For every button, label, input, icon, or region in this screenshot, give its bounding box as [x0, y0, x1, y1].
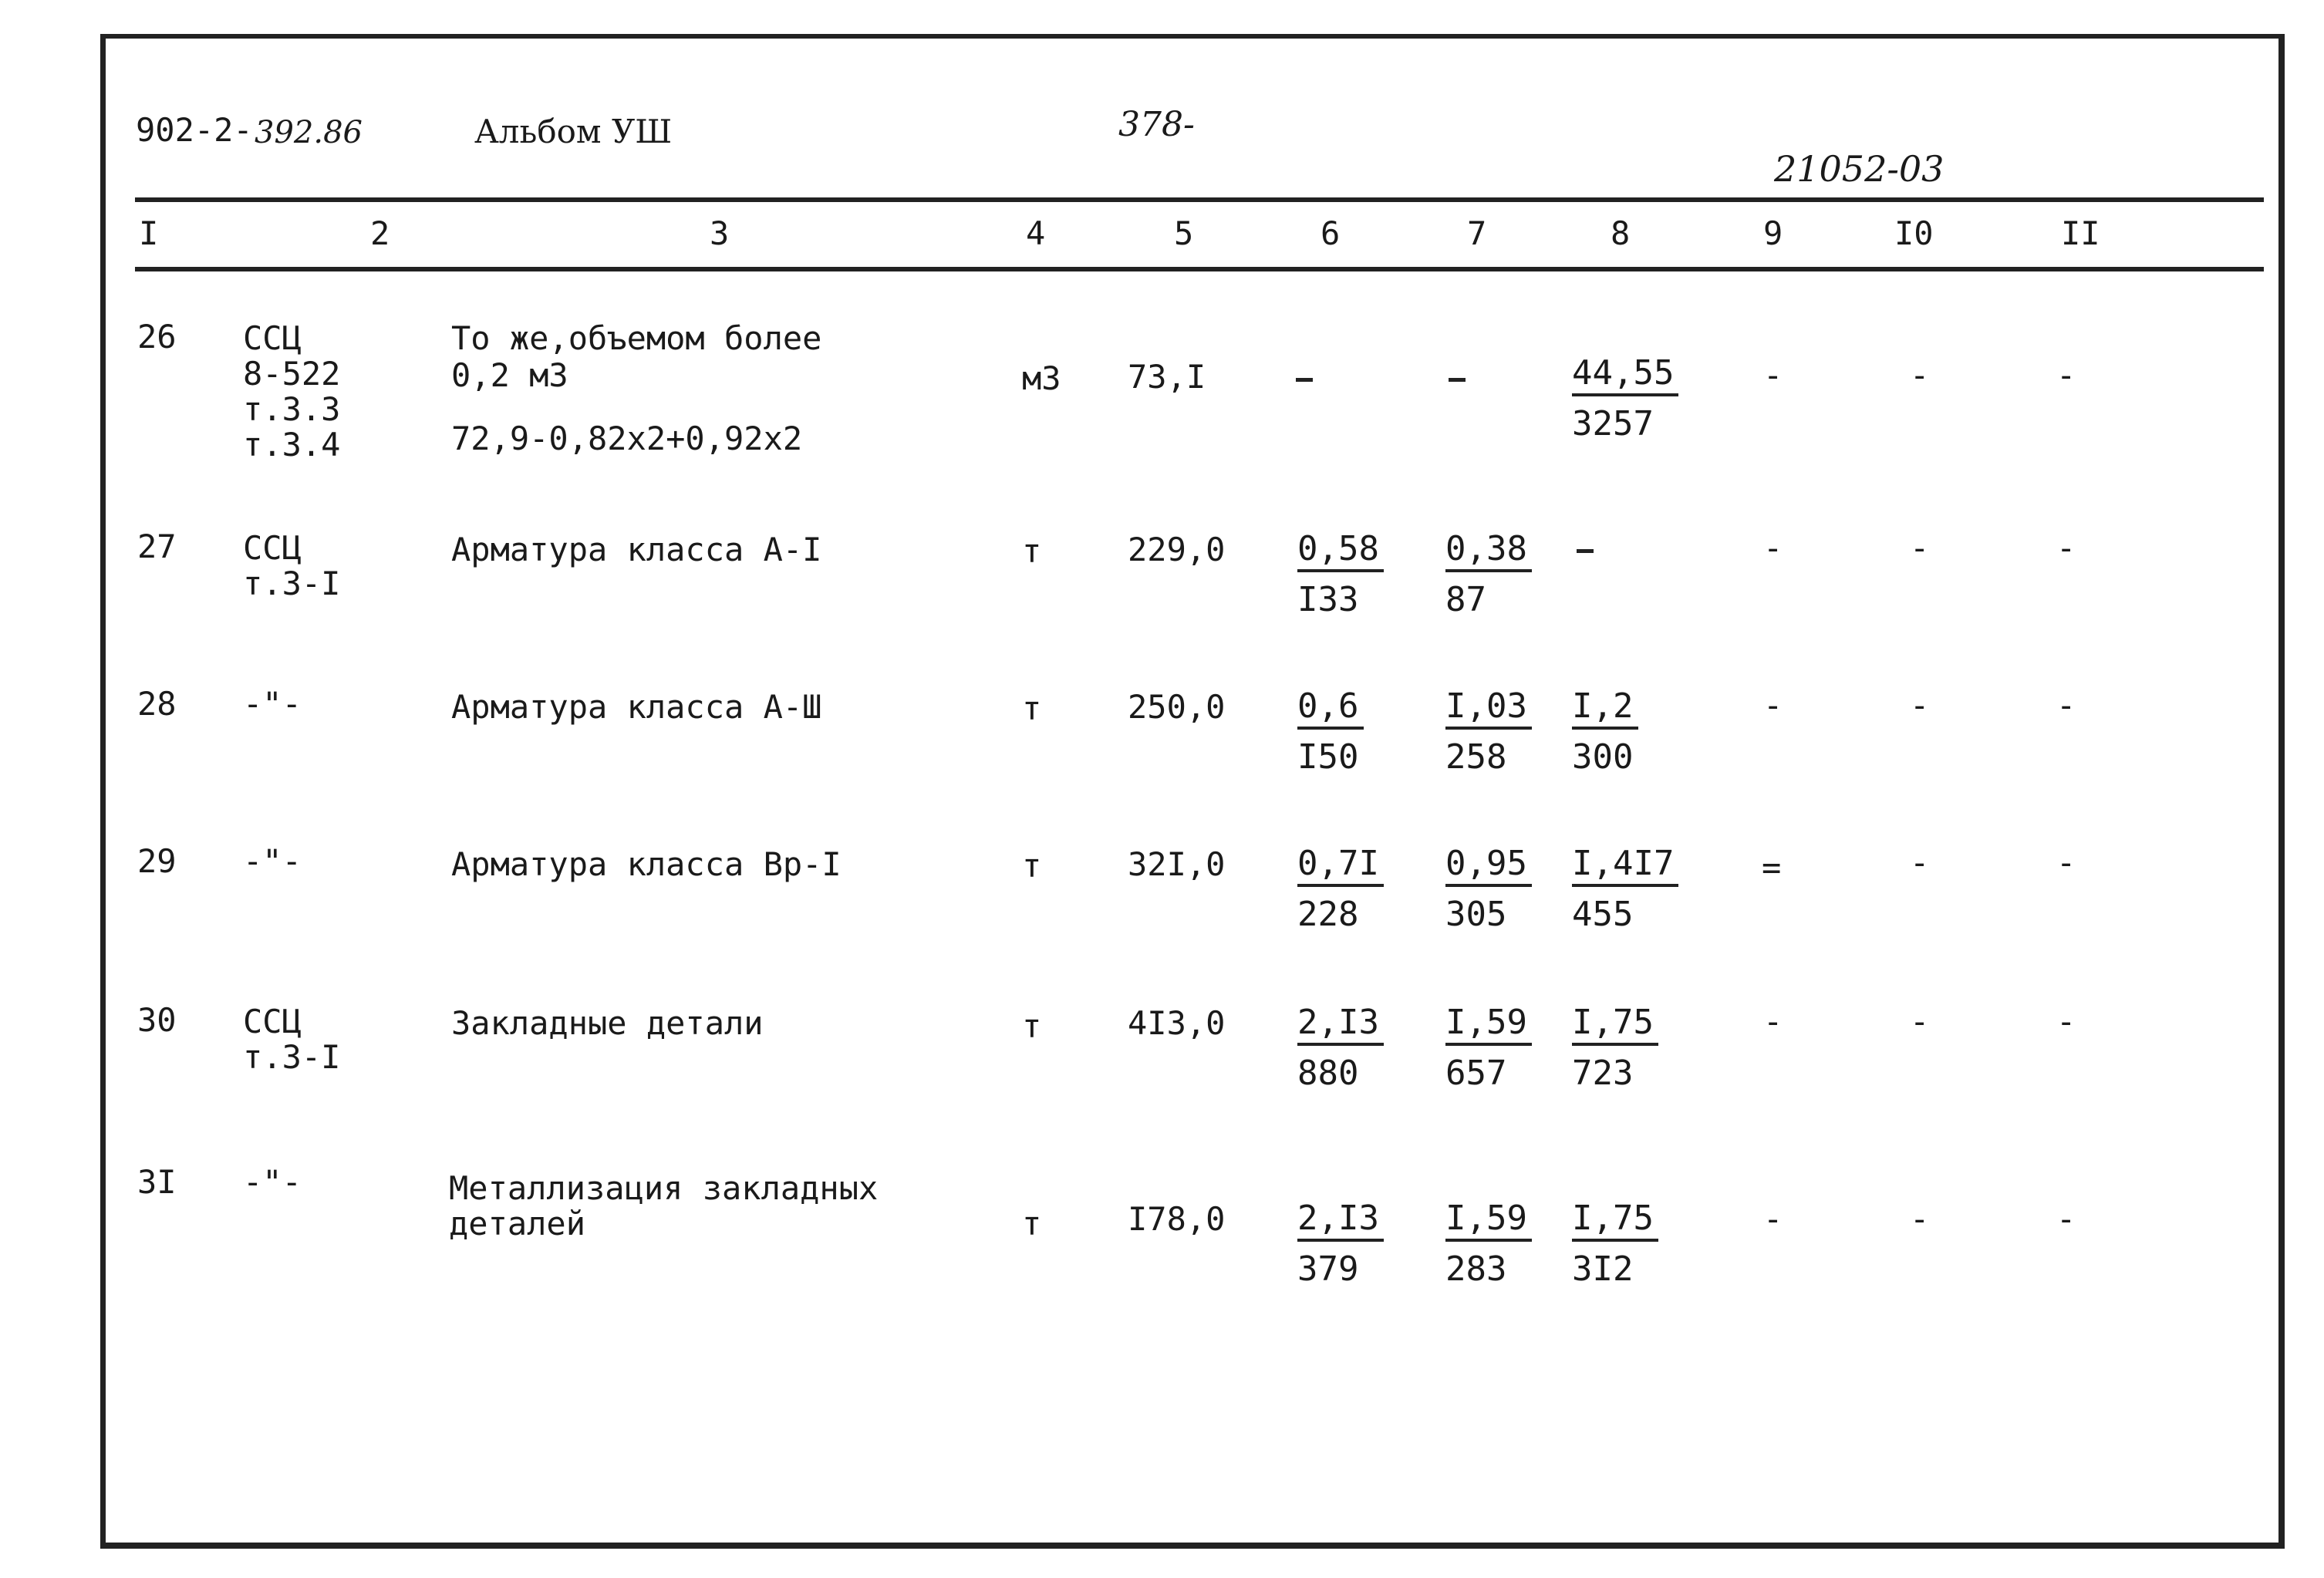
unit: м3 [1022, 359, 1061, 397]
reference-line: -"- [243, 1163, 302, 1201]
fraction-value [1572, 353, 1678, 443]
column-header: 4 [1026, 214, 1046, 252]
fraction-denominator: 455 [1572, 895, 1634, 934]
fraction-numerator: 0,7I [1297, 847, 1384, 887]
column-header: 6 [1321, 214, 1341, 252]
fraction-value [1445, 686, 1532, 777]
quantity: I78,0 [1128, 1200, 1226, 1238]
row-number: 28 [137, 685, 177, 723]
fraction-numerator: I,75 [1572, 1202, 1658, 1242]
column-header: I [139, 214, 159, 252]
fraction-numerator: I,03 [1445, 690, 1532, 730]
doc-code-handwritten: 392.86 [255, 115, 363, 150]
fraction-numerator: 0,6 [1297, 690, 1364, 730]
fraction-denominator: 228 [1297, 895, 1359, 934]
cell-dash: - [2056, 529, 2076, 567]
reference-line: -"- [243, 685, 302, 723]
unit: т [1022, 847, 1042, 885]
fraction-value [1445, 1003, 1532, 1093]
fraction-value [1297, 844, 1384, 934]
quantity: 73,I [1128, 358, 1206, 396]
cell-dash: = [1762, 848, 1782, 886]
fraction-value [1297, 686, 1364, 777]
cell-dash: - [1763, 1200, 1783, 1238]
cell-dash: - [1910, 1003, 1930, 1040]
reference-line: ССЦ [243, 319, 302, 357]
unit: т [1022, 532, 1042, 570]
empty-dash [1577, 549, 1594, 553]
fraction-denominator: 3I2 [1572, 1249, 1634, 1289]
album-label: Альбом УШ [474, 113, 673, 150]
fraction-value [1445, 1199, 1532, 1289]
reference-line: т.3-I [243, 1038, 341, 1076]
quantity: 32I,0 [1128, 845, 1226, 883]
description-line: Арматура класса А-Ш [451, 688, 822, 726]
cell-dash: - [1763, 1003, 1783, 1040]
fraction-numerator: I,2 [1572, 690, 1638, 730]
fraction-value [1572, 686, 1638, 777]
cell-dash: - [2056, 686, 2076, 724]
fraction-numerator: 2,I3 [1297, 1006, 1384, 1046]
fraction-numerator: I,59 [1445, 1202, 1532, 1242]
fraction-value [1572, 1199, 1658, 1289]
column-header: 8 [1611, 214, 1631, 252]
cell-dash: - [2056, 844, 2076, 882]
column-header: 7 [1467, 214, 1487, 252]
fraction-numerator: 0,95 [1445, 847, 1532, 887]
quantity: 229,0 [1128, 531, 1226, 568]
sheet-code: 21052-03 [1774, 148, 1945, 190]
quantity: 250,0 [1128, 688, 1226, 726]
row-number: 3I [137, 1163, 177, 1201]
fraction-denominator: 300 [1572, 737, 1634, 777]
fraction-value [1445, 844, 1532, 934]
cell-dash: - [1910, 686, 1930, 724]
empty-dash [1449, 378, 1466, 382]
column-header: 9 [1763, 214, 1783, 252]
fraction-numerator: 0,38 [1445, 532, 1532, 572]
fraction-numerator: 0,58 [1297, 532, 1384, 572]
row-number: 27 [137, 528, 177, 565]
column-header: I0 [1894, 214, 1934, 252]
reference-line: 8-522 [243, 355, 341, 393]
reference-line: т.3.3 [243, 390, 341, 428]
fraction-denominator: 379 [1297, 1249, 1359, 1289]
fraction-numerator: I,75 [1572, 1006, 1658, 1046]
description-line: Арматура класса Вр-I [451, 845, 842, 883]
fraction-denominator: 880 [1297, 1054, 1359, 1093]
doc-code-prefix: 902-2- [136, 111, 253, 149]
fraction-denominator: I33 [1297, 580, 1359, 619]
fraction-denominator: 3257 [1572, 404, 1654, 443]
unit: т [1022, 1007, 1042, 1045]
cell-dash: - [1763, 529, 1783, 567]
description-line: То же,объемом более [451, 319, 822, 357]
reference-line: т.3-I [243, 565, 341, 602]
header-rule-top [135, 197, 2264, 202]
unit: т [1022, 690, 1042, 727]
fraction-numerator: 44,55 [1572, 356, 1678, 396]
column-header: 3 [710, 214, 730, 252]
cell-dash: - [1763, 686, 1783, 724]
description-line: Металлизация закладных [449, 1169, 879, 1207]
fraction-denominator: 305 [1445, 895, 1507, 934]
fraction-value [1297, 1003, 1384, 1093]
column-header: 5 [1174, 214, 1194, 252]
fraction-numerator: 2,I3 [1297, 1202, 1384, 1242]
reference-line: ССЦ [243, 1003, 302, 1040]
quantity: 4I3,0 [1128, 1004, 1226, 1042]
fraction-value [1445, 529, 1532, 619]
row-number: 26 [137, 318, 177, 356]
description-line: Закладные детали [451, 1004, 764, 1042]
header-rule-bottom [135, 267, 2264, 271]
page-number: 378- [1118, 105, 1195, 144]
fraction-value [1297, 1199, 1384, 1289]
fraction-denominator: 258 [1445, 737, 1507, 777]
fraction-denominator: 657 [1445, 1054, 1507, 1093]
cell-dash: - [2056, 1200, 2076, 1238]
fraction-denominator: I50 [1297, 737, 1359, 777]
column-header: 2 [370, 214, 390, 252]
empty-dash [1296, 378, 1313, 382]
reference-line: т.3.4 [243, 426, 341, 464]
page-frame [100, 34, 2285, 1549]
cell-dash: - [1910, 529, 1930, 567]
cell-dash: - [1763, 356, 1783, 394]
fraction-numerator: I,59 [1445, 1006, 1532, 1046]
description-line: 72,9-0,82х2+0,92х2 [451, 420, 803, 457]
cell-dash: - [1910, 356, 1930, 394]
description-line: Арматура класса А-I [451, 531, 822, 568]
unit: т [1022, 1205, 1042, 1243]
fraction-denominator: 87 [1445, 580, 1486, 619]
row-number: 30 [137, 1001, 177, 1039]
cell-dash: - [1910, 1200, 1930, 1238]
column-header: II [2061, 214, 2100, 252]
fraction-numerator: I,4I7 [1572, 847, 1678, 887]
row-number: 29 [137, 842, 177, 880]
reference-line: ССЦ [243, 529, 302, 567]
fraction-value [1297, 529, 1384, 619]
fraction-value [1572, 1003, 1658, 1093]
fraction-denominator: 723 [1572, 1054, 1634, 1093]
reference-line: -"- [243, 842, 302, 880]
description-line: деталей [449, 1205, 586, 1243]
cell-dash: - [2056, 1003, 2076, 1040]
cell-dash: - [1910, 844, 1930, 882]
fraction-denominator: 283 [1445, 1249, 1507, 1289]
cell-dash: - [2056, 356, 2076, 394]
fraction-value [1572, 844, 1678, 934]
description-line: 0,2 м3 [451, 356, 568, 394]
